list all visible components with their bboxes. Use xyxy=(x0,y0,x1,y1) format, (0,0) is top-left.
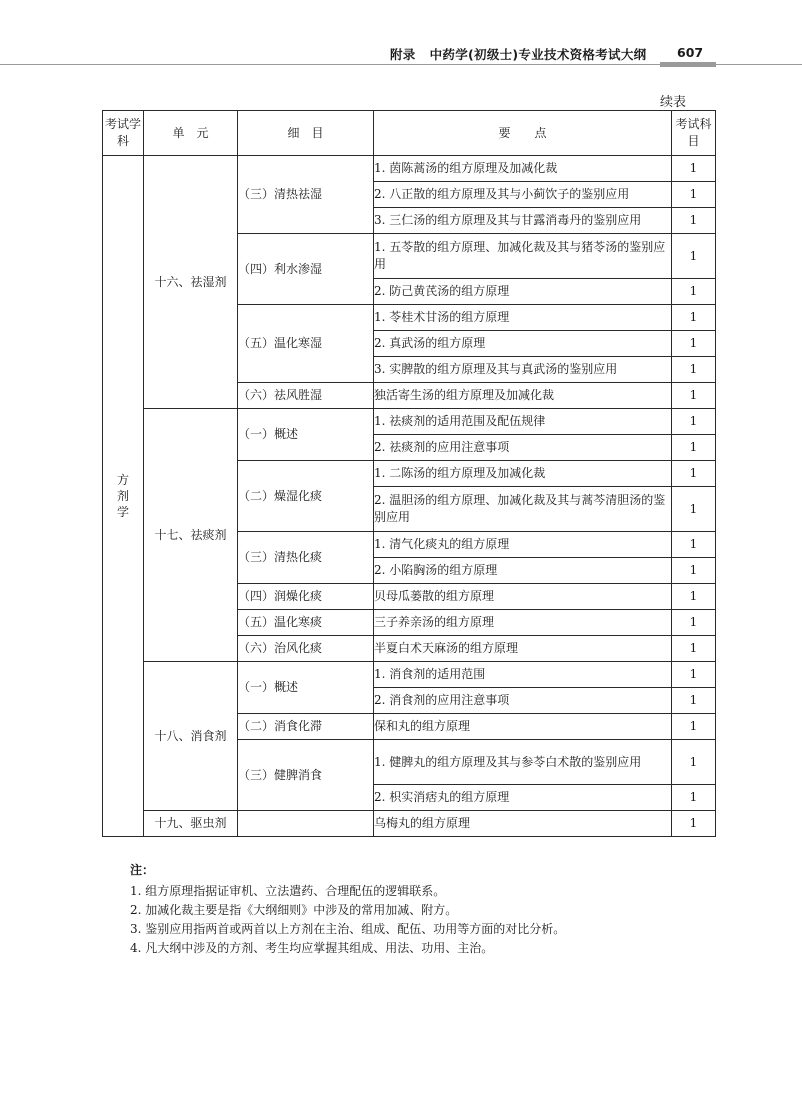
level-cell: 1 xyxy=(672,811,716,837)
item-cell: （四）润燥化痰 xyxy=(238,584,374,610)
subject-label: 方剂学 xyxy=(116,472,129,519)
item-cell xyxy=(238,811,374,837)
point-cell: 1. 苓桂术甘汤的组方原理 xyxy=(374,305,672,331)
item-cell: （一）概述 xyxy=(238,409,374,461)
item-cell: （二）燥湿化痰 xyxy=(238,461,374,532)
header-rule-accent xyxy=(660,62,716,67)
continued-label: 续表 xyxy=(660,95,687,110)
item-cell: （六）治风化痰 xyxy=(238,636,374,662)
book-title: 中药学(初级士)专业技术资格考试大纲 xyxy=(429,47,647,62)
level-cell: 1 xyxy=(672,558,716,584)
point-cell: 2. 防己黄芪汤的组方原理 xyxy=(374,279,672,305)
level-cell: 1 xyxy=(672,383,716,409)
point-cell: 乌梅丸的组方原理 xyxy=(374,811,672,837)
appendix-label: 附录 xyxy=(390,47,416,62)
level-cell: 1 xyxy=(672,208,716,234)
syllabus-table xyxy=(102,110,716,837)
point-cell: 1. 消食剂的适用范围 xyxy=(374,662,672,688)
point-cell: 1. 二陈汤的组方原理及加减化裁 xyxy=(374,461,672,487)
level-cell: 1 xyxy=(672,688,716,714)
level-cell: 1 xyxy=(672,156,716,182)
point-cell: 1. 清气化痰丸的组方原理 xyxy=(374,532,672,558)
header-points: 要 点 xyxy=(374,111,672,156)
note-item: 3. 鉴别应用指两首或两首以上方剂在主治、组成、配伍、功用等方面的对比分析。 xyxy=(130,922,566,936)
level-cell: 1 xyxy=(672,740,716,785)
unit-cell: 十七、祛痰剂 xyxy=(144,409,238,662)
point-cell: 2. 真武汤的组方原理 xyxy=(374,331,672,357)
point-cell: 3. 实脾散的组方原理及其与真武汤的鉴别应用 xyxy=(374,357,672,383)
item-cell: （五）温化寒痰 xyxy=(238,610,374,636)
subject-cell xyxy=(103,156,144,837)
point-cell: 3. 三仁汤的组方原理及其与甘露消毒丹的鉴别应用 xyxy=(374,208,672,234)
point-cell: 半夏白术天麻汤的组方原理 xyxy=(374,636,672,662)
level-cell: 1 xyxy=(672,785,716,811)
unit-cell: 十六、祛湿剂 xyxy=(144,156,238,409)
item-cell: （三）健脾消食 xyxy=(238,740,374,811)
point-cell: 2. 枳实消痞丸的组方原理 xyxy=(374,785,672,811)
notes-title: 注： xyxy=(130,863,155,877)
item-cell: （一）概述 xyxy=(238,662,374,714)
level-cell: 1 xyxy=(672,234,716,279)
level-cell: 1 xyxy=(672,305,716,331)
level-cell: 1 xyxy=(672,435,716,461)
item-cell: （四）利水渗湿 xyxy=(238,234,374,305)
item-cell: （六）祛风胜湿 xyxy=(238,383,374,409)
table-row xyxy=(103,156,716,182)
unit-cell: 十八、消食剂 xyxy=(144,662,238,811)
page-header xyxy=(0,0,802,70)
point-cell: 保和丸的组方原理 xyxy=(374,714,672,740)
unit-cell: 十九、驱虫剂 xyxy=(144,811,238,837)
header-subject: 考试学科 xyxy=(103,111,144,156)
level-cell: 1 xyxy=(672,487,716,532)
level-cell: 1 xyxy=(672,714,716,740)
level-cell: 1 xyxy=(672,662,716,688)
point-cell: 贝母瓜蒌散的组方原理 xyxy=(374,584,672,610)
point-cell: 三子养亲汤的组方原理 xyxy=(374,610,672,636)
level-cell: 1 xyxy=(672,357,716,383)
point-cell: 1. 五苓散的组方原理、加减化裁及其与猪苓汤的鉴别应用 xyxy=(374,234,672,279)
table-header-row xyxy=(103,111,716,156)
running-header xyxy=(390,45,646,63)
point-cell: 1. 茵陈蒿汤的组方原理及加减化裁 xyxy=(374,156,672,182)
table-row xyxy=(103,409,716,435)
item-cell: （二）消食化滞 xyxy=(238,714,374,740)
header-level: 考试科目 xyxy=(672,111,716,156)
point-cell: 1. 祛痰剂的适用范围及配伍规律 xyxy=(374,409,672,435)
notes-section xyxy=(130,861,565,958)
level-cell: 1 xyxy=(672,461,716,487)
point-cell: 1. 健脾丸的组方原理及其与参苓白术散的鉴别应用 xyxy=(374,740,672,785)
level-cell: 1 xyxy=(672,532,716,558)
level-cell: 1 xyxy=(672,182,716,208)
level-cell: 1 xyxy=(672,610,716,636)
item-cell: （三）清热祛湿 xyxy=(238,156,374,234)
table-row xyxy=(103,662,716,688)
level-cell: 1 xyxy=(672,331,716,357)
header-unit: 单 元 xyxy=(144,111,238,156)
note-item: 4. 凡大纲中涉及的方剂、考生均应掌握其组成、用法、功用、主治。 xyxy=(130,941,494,955)
point-cell: 2. 小陷胸汤的组方原理 xyxy=(374,558,672,584)
point-cell: 2. 消食剂的应用注意事项 xyxy=(374,688,672,714)
point-cell: 独活寄生汤的组方原理及加减化裁 xyxy=(374,383,672,409)
level-cell: 1 xyxy=(672,409,716,435)
level-cell: 1 xyxy=(672,636,716,662)
header-item: 细 目 xyxy=(238,111,374,156)
item-cell: （三）清热化痰 xyxy=(238,532,374,584)
note-item: 2. 加减化裁主要是指《大纲细则》中涉及的常用加减、附方。 xyxy=(130,903,458,917)
point-cell: 2. 温胆汤的组方原理、加减化裁及其与蒿芩清胆汤的鉴别应用 xyxy=(374,487,672,532)
table-row xyxy=(103,811,716,837)
level-cell: 1 xyxy=(672,279,716,305)
level-cell: 1 xyxy=(672,584,716,610)
item-cell: （五）温化寒湿 xyxy=(238,305,374,383)
point-cell: 2. 八正散的组方原理及其与小蓟饮子的鉴别应用 xyxy=(374,182,672,208)
page-number: 607 xyxy=(677,45,704,60)
point-cell: 2. 祛痰剂的应用注意事项 xyxy=(374,435,672,461)
note-item: 1. 组方原理指据证审机、立法遣药、合理配伍的逻辑联系。 xyxy=(130,884,446,898)
